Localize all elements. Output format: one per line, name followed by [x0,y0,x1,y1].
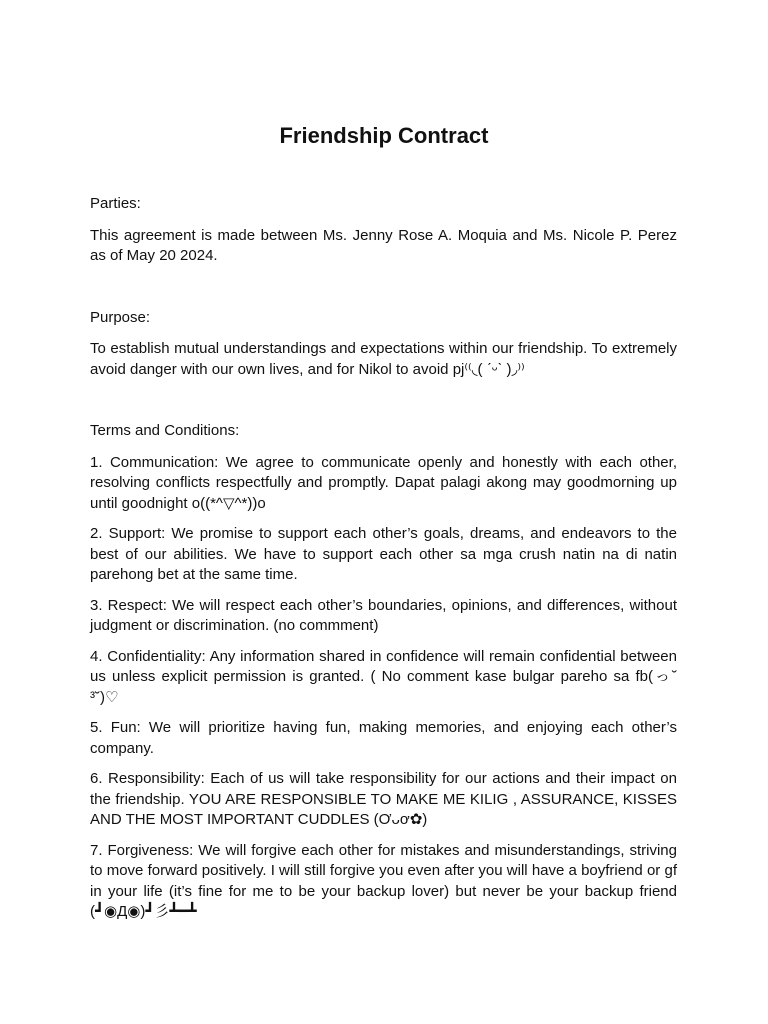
document-title: Friendship Contract [279,123,489,148]
document-body [90,194,677,933]
term-confidentiality: 4. Confidentiality: Any information shared in confidence will remain confidential between us unless explicit permission is granted. ( No comment kase bulgar pareho sa fb(っ˘ ³˘)♡ [90,647,677,706]
term-forgiveness: 7. Forgiveness: We will forgive each other for mistakes and misunderstandings, striving to move forward positively. I will still forgive you even after you will have a boyfriend or gf in your life (it’s fine for me to be your backup lover) but never be your backup friend (┛◉Д◉)┛彡┻━┻ [90,841,677,920]
term-communication: 1. Communication: We agree to communicate openly and honestly with each other, resolving conflicts respectfully and promptly. Dapat palagi akong may goodmorning up until goodnight o((*^▽^*))o [90,453,677,512]
section-spacer [90,390,677,421]
parties-text: This agreement is made between Ms. Jenny Rose A. Moquia and Ms. Nicole P. Perez as of May 20 2024. [90,226,677,264]
term-support: 2. Support: We promise to support each other’s goals, dreams, and endeavors to the best of our abilities. We have to support each other sa mga crush natin na di natin parehong bet at the same time. [90,525,677,583]
purpose-heading: Purpose: [90,308,151,326]
term-responsibility: 6. Responsibility: Each of us will take responsibility for our actions and their impact on the friendship. YOU ARE RESPONSIBLE TO MAKE ME KILIG , ASSURANCE, KISSES AND THE MOST IMPORTANT CUDDLES (Ơᴗơ✿) [90,770,677,828]
parties-heading: Parties: [90,195,141,212]
terms-heading: Terms and Conditions: [90,422,240,439]
section-spacer [90,277,677,308]
term-respect: 3. Respect: We will respect each other’s boundaries, opinions, and differences, without judgment or discrimination. (no commment) [90,596,677,634]
term-fun: 5. Fun: We will prioritize having fun, making memories, and enjoying each other’s company. [90,719,677,757]
purpose-text: To establish mutual understandings and expectations within our friendship. To extremely avoid danger with our own lives, and for Nikol to avoid pj⁽⁽◟( ˊᵕˋ )◞⁾⁾ [90,340,677,378]
